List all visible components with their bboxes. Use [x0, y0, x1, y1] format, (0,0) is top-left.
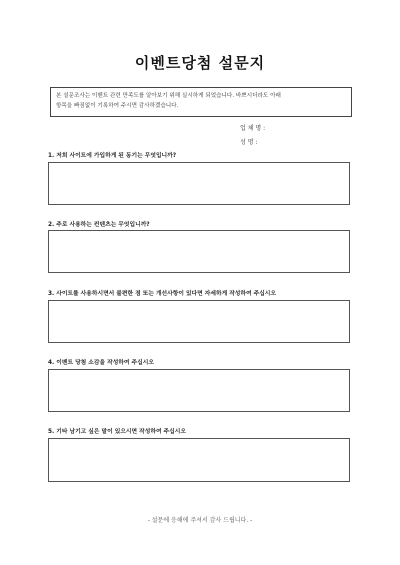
intro-notice-box	[50, 87, 352, 117]
intro-line-1: 본 설문조사는 이벤트 관련 만족도를 알아보기 위해 실시하게 되었습니다. 바쁘시더라도 아래	[56, 93, 281, 99]
question-3-label: 3. 사이트를 사용하시면서 불편한 점 또는 개선사항이 있다면 자세하게 작성하여 주십시오	[48, 291, 277, 297]
question-1-label: 1. 저희 사이트에 가입하게 된 동기는 무엇입니까?	[48, 153, 177, 159]
question-2-label: 2. 주로 사용하는 컨텐츠는 무엇입니까?	[48, 222, 150, 228]
question-2-answer-box[interactable]	[48, 230, 350, 273]
question-3-answer-box[interactable]	[48, 300, 350, 343]
question-1-answer-box[interactable]	[48, 162, 350, 205]
question-4-answer-box[interactable]	[48, 369, 350, 412]
question-4-label: 4. 이벤트 당첨 소감을 작성하여 주십시오	[48, 360, 154, 366]
question-5-label: 5. 기타 남기고 싶은 말이 있으시면 작성하여 주십시오	[48, 429, 186, 435]
intro-line-2: 항목을 빠짐없이 기록하여 주시면 감사하겠습니다.	[56, 103, 179, 109]
document-title: 이벤트당첨 설문지	[134, 54, 266, 72]
question-5-answer-box[interactable]	[48, 438, 350, 482]
company-name-label: 업 체 명 :	[240, 125, 266, 132]
footer-thanks: - 설문에 응해에 주셔서 감사 드립니다. -	[147, 517, 253, 524]
respondent-name-label: 성 명 :	[240, 139, 258, 146]
